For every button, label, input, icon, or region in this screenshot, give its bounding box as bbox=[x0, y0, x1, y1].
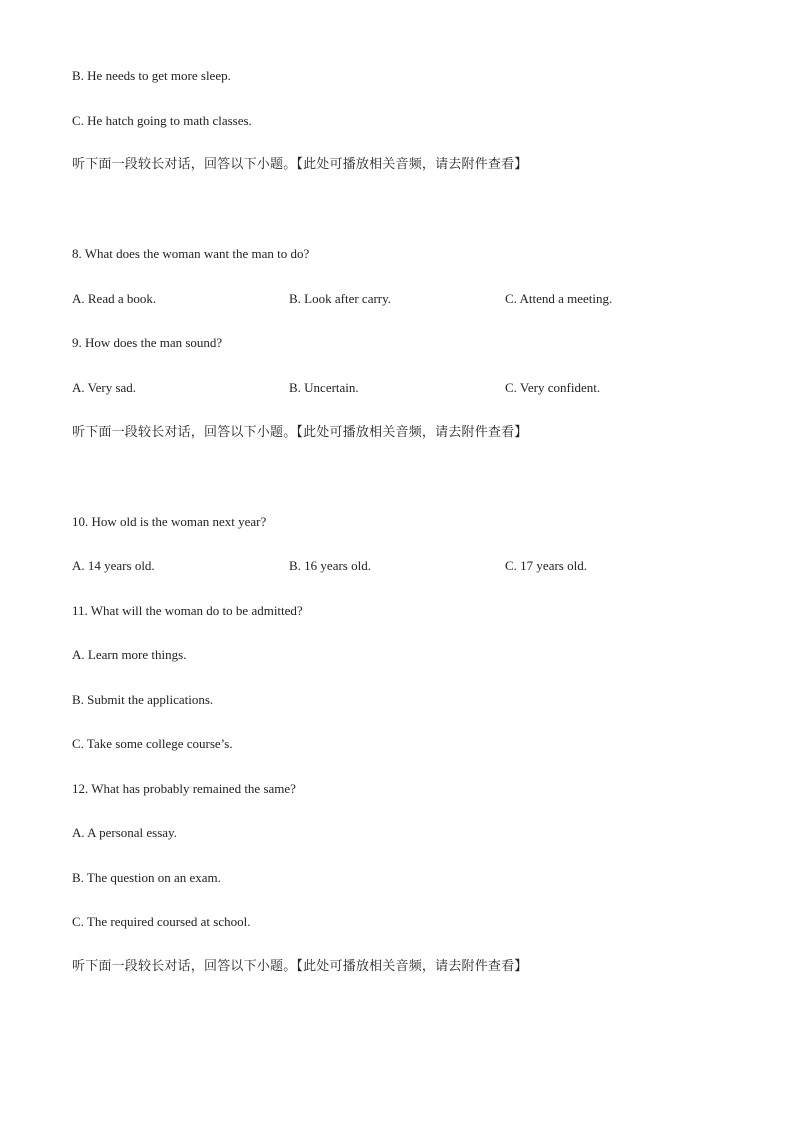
q10-option-c: C. 17 years old. bbox=[505, 558, 587, 573]
q11-option-a: A. Learn more things. bbox=[72, 647, 187, 662]
q10-option-a: A. 14 years old. bbox=[72, 558, 155, 573]
q7-option-c: C. He hatch going to math classes. bbox=[72, 113, 252, 128]
q8-option-b: B. Look after carry. bbox=[289, 291, 392, 306]
q9-option-a: A. Very sad. bbox=[72, 380, 137, 395]
listening-instruction-3: 听下面一段较长对话，回答以下小题。【此处可播放相关音频，请去附件查看】 bbox=[72, 959, 528, 974]
q10-option-b: B. 16 years old. bbox=[289, 558, 371, 573]
q11-option-c: C. Take some college course’s. bbox=[72, 736, 233, 751]
q8-option-c: C. Attend a meeting. bbox=[505, 291, 613, 306]
q11-option-b: B. Submit the applications. bbox=[72, 692, 214, 707]
q10-text: 10. How old is the woman next year? bbox=[72, 514, 267, 529]
q7-option-b: B. He needs to get more sleep. bbox=[72, 68, 231, 83]
q12-option-b: B. The question on an exam. bbox=[72, 870, 221, 885]
q12-text: 12. What has probably remained the same? bbox=[72, 781, 296, 796]
q8-text: 8. What does the woman want the man to do? bbox=[72, 246, 310, 261]
q9-option-b: B. Uncertain. bbox=[289, 380, 359, 395]
q9-text: 9. How does the man sound? bbox=[72, 335, 223, 350]
q9-option-c: C. Very confident. bbox=[505, 380, 601, 395]
listening-instruction-1: 听下面一段较长对话，回答以下小题。【此处可播放相关音频，请去附件查看】 bbox=[72, 157, 528, 172]
q12-option-a: A. A personal essay. bbox=[72, 825, 177, 840]
q8-option-a: A. Read a book. bbox=[72, 291, 157, 306]
listening-instruction-2: 听下面一段较长对话，回答以下小题。【此处可播放相关音频，请去附件查看】 bbox=[72, 425, 528, 440]
q11-text: 11. What will the woman do to be admitted? bbox=[72, 603, 303, 618]
q12-option-c: C. The required coursed at school. bbox=[72, 914, 251, 929]
